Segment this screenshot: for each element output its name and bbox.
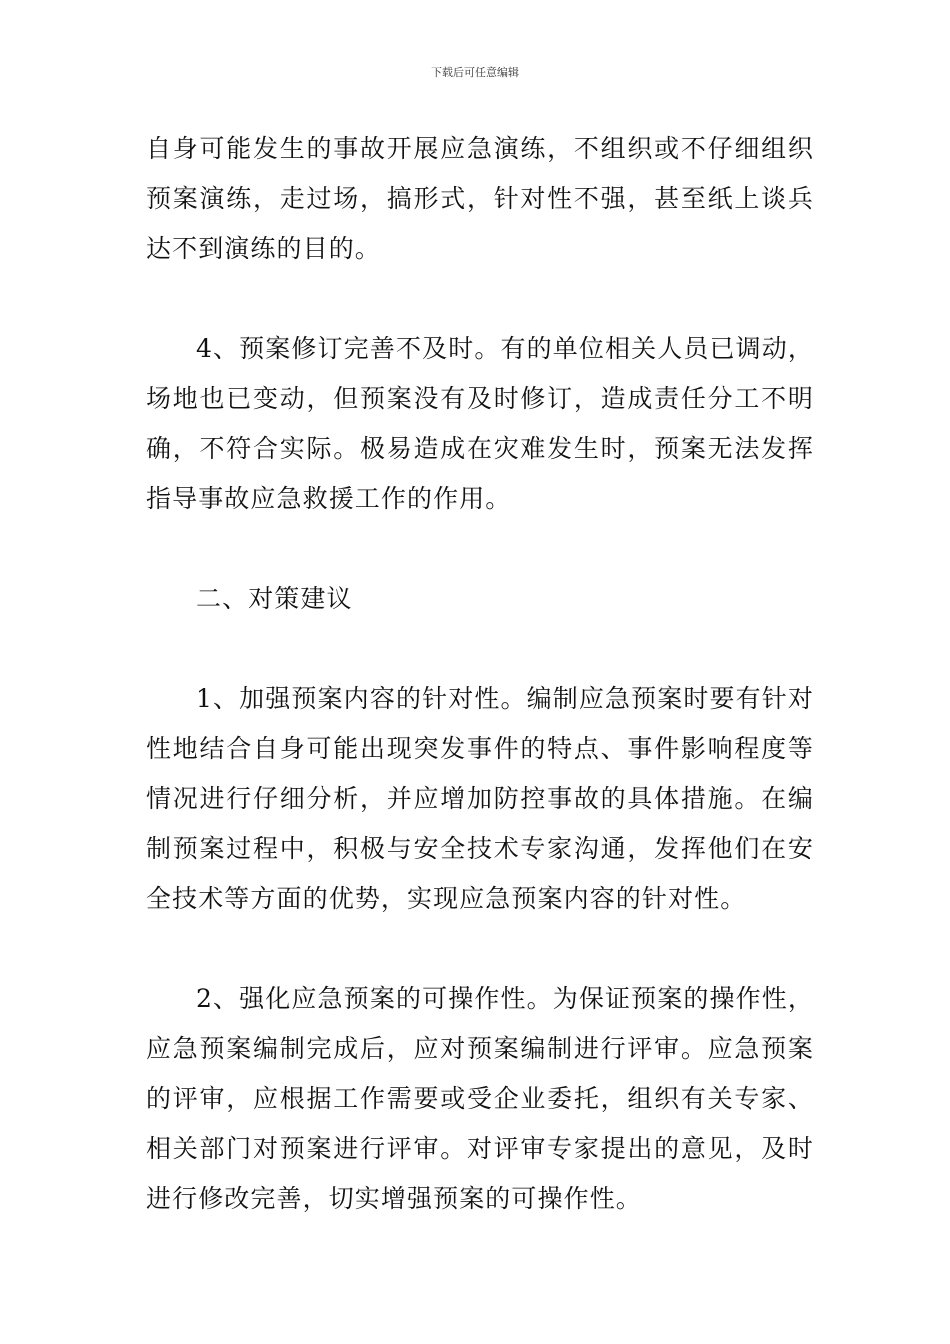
paragraph-gap xyxy=(146,524,814,574)
paragraph-gap xyxy=(146,924,814,974)
paragraph-item-4: 4、预案修订完善不及时。有的单位相关人员已调动，场地也已变动，但预案没有及时修订，造成责任分工不明确，不符合实际。极易造成在灾难发生时，预案无法发挥指导事故应急救援工作的作用。 xyxy=(146,334,814,513)
document-body xyxy=(146,124,814,1224)
page-header: 下载后可任意编辑 xyxy=(431,66,519,79)
paragraph-gap xyxy=(146,624,814,674)
paragraph-gap xyxy=(146,274,814,324)
paragraph-item-2: 2、强化应急预案的可操作性。为保证预案的操作性，应急预案编制完成后，应对预案编制进行评审。应急预案的评审，应根据工作需要或受企业委托，组织有关专家、相关部门对预案进行评审。对评审专家提出的意见，及时进行修改完善，切实增强预案的可操作性。 xyxy=(146,984,814,1213)
paragraph-continuation: 自身可能发生的事故开展应急演练，不组织或不仔细组织预案演练，走过场，搞形式，针对性不强，甚至纸上谈兵达不到演练的目的。 xyxy=(146,134,814,263)
section-heading: 二、对策建议 xyxy=(196,584,353,613)
paragraph-item-1: 1、加强预案内容的针对性。编制应急预案时要有针对性地结合自身可能出现突发事件的特点、事件影响程度等情况进行仔细分析，并应增加防控事故的具体措施。在编制预案过程中，积极与安全技术专家沟通，发挥他们在安全技术等方面的优势，实现应急预案内容的针对性。 xyxy=(146,684,814,913)
